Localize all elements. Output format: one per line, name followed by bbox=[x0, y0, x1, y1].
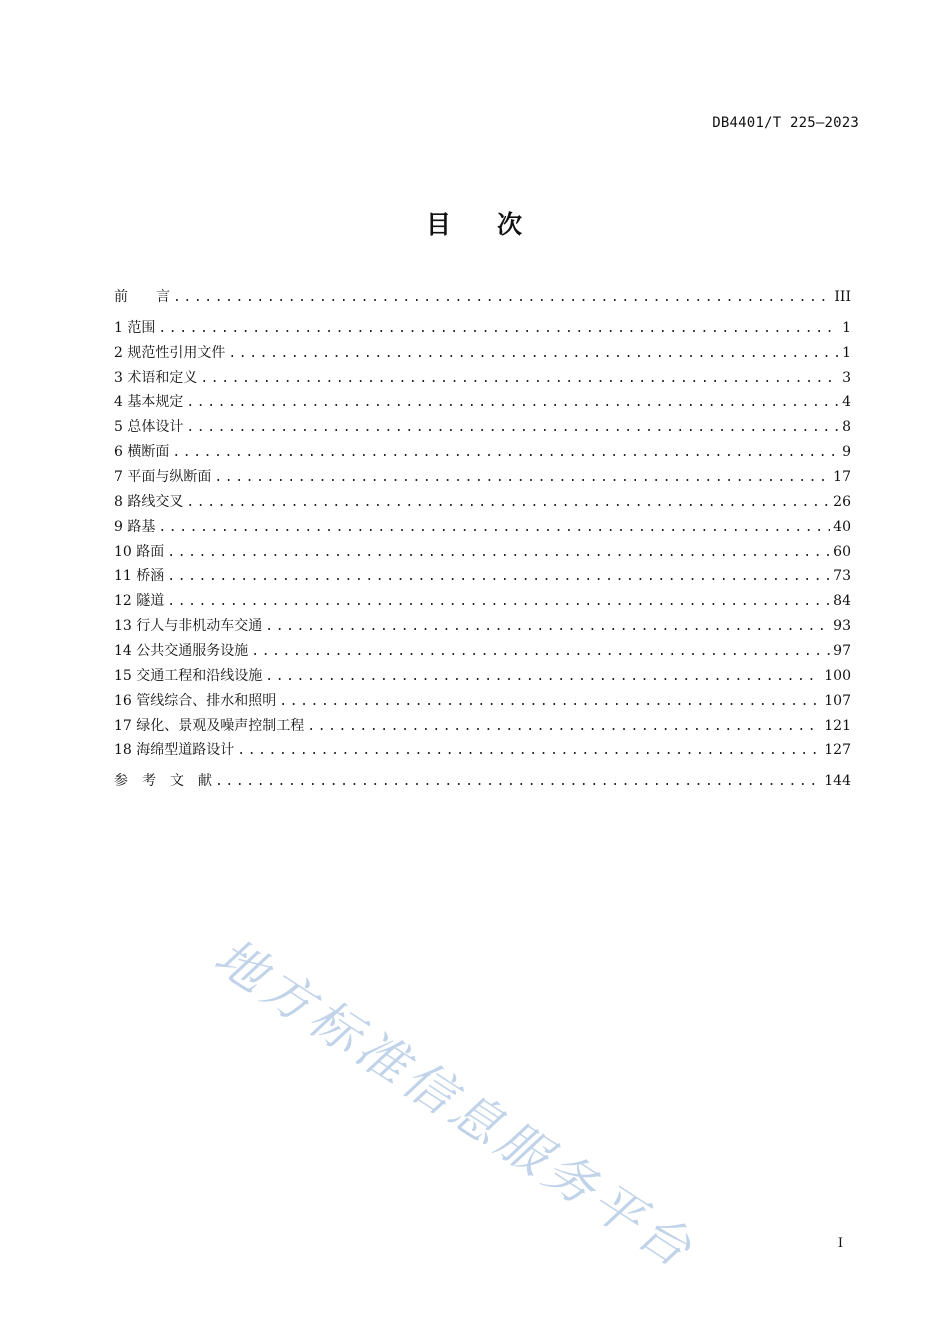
toc-entry-page: 3 bbox=[842, 369, 851, 386]
toc-entry-label: 6 横断面 bbox=[114, 444, 170, 461]
table-of-contents bbox=[114, 285, 851, 794]
toc-entry-page: 127 bbox=[824, 742, 851, 759]
toc-entry-page: 60 bbox=[833, 543, 851, 560]
toc-entry-page: 100 bbox=[824, 667, 851, 684]
toc-entry-page: 97 bbox=[833, 643, 851, 660]
toc-entry-page: 4 bbox=[842, 394, 851, 411]
dot-leader bbox=[200, 367, 839, 392]
dot-leader bbox=[186, 491, 830, 516]
dot-leader bbox=[158, 516, 830, 541]
toc-entry-page: 26 bbox=[833, 493, 851, 510]
toc-entry[interactable] bbox=[114, 465, 851, 490]
toc-entry[interactable] bbox=[114, 614, 851, 639]
toc-entry-label: 15 交通工程和沿线设施 bbox=[114, 667, 263, 684]
toc-entry[interactable] bbox=[114, 415, 851, 440]
toc-entry[interactable] bbox=[114, 714, 851, 739]
toc-entry[interactable] bbox=[114, 589, 851, 614]
toc-entry[interactable] bbox=[114, 490, 851, 515]
toc-entry-page: 107 bbox=[824, 692, 851, 709]
toc-entry-label: 16 管线综合、排水和照明 bbox=[114, 692, 277, 709]
dot-leader bbox=[158, 317, 839, 342]
dot-leader bbox=[237, 739, 821, 764]
toc-entry-label: 18 海绵型道路设计 bbox=[114, 742, 235, 759]
toc-entry-label: 14 公共交通服务设施 bbox=[114, 643, 249, 660]
toc-entry-page: 84 bbox=[833, 593, 851, 610]
document-code: DB4401/T 225—2023 bbox=[712, 115, 859, 131]
dot-leader bbox=[167, 541, 830, 566]
toc-entry-page: 9 bbox=[842, 444, 851, 461]
toc-entry-page: 144 bbox=[824, 773, 851, 790]
toc-entry[interactable] bbox=[114, 440, 851, 465]
toc-entry-page: 8 bbox=[842, 419, 851, 436]
toc-entry-label: 9 路基 bbox=[114, 518, 156, 535]
title-char-2: 次 bbox=[497, 210, 525, 239]
toc-entry-label: 10 路面 bbox=[114, 543, 165, 560]
dot-leader bbox=[265, 615, 830, 640]
toc-entry[interactable] bbox=[114, 738, 851, 763]
toc-entry-page: 93 bbox=[833, 618, 851, 635]
toc-entry[interactable] bbox=[114, 540, 851, 565]
dot-leader bbox=[214, 466, 830, 491]
toc-entry-label: 8 路线交叉 bbox=[114, 493, 184, 510]
toc-entry-label: 11 桥涵 bbox=[114, 568, 165, 585]
dot-leader bbox=[167, 565, 830, 590]
dot-leader bbox=[167, 590, 830, 615]
toc-entry-label: 前 言 bbox=[114, 289, 170, 305]
toc-entry[interactable] bbox=[114, 564, 851, 589]
toc-entry[interactable] bbox=[114, 639, 851, 664]
dot-leader bbox=[215, 770, 821, 795]
dot-leader bbox=[279, 690, 821, 715]
toc-entry-page: 121 bbox=[824, 717, 851, 734]
toc-entry[interactable] bbox=[114, 341, 851, 366]
toc-entry-page: 1 bbox=[842, 344, 851, 361]
dot-leader bbox=[228, 342, 839, 367]
dot-leader bbox=[265, 665, 821, 690]
toc-entry-page: 17 bbox=[833, 469, 851, 486]
toc-entry[interactable] bbox=[114, 515, 851, 540]
toc-entry-page: 73 bbox=[833, 568, 851, 585]
toc-entry-label: 5 总体设计 bbox=[114, 419, 184, 436]
page-title bbox=[0, 205, 950, 241]
toc-entry-label: 2 规范性引用文件 bbox=[114, 344, 226, 361]
toc-entry-label: 1 范围 bbox=[114, 319, 156, 336]
toc-entry-page: 40 bbox=[833, 518, 851, 535]
toc-entry[interactable] bbox=[114, 390, 851, 415]
dot-leader bbox=[307, 715, 821, 740]
toc-entry-label: 13 行人与非机动车交通 bbox=[114, 618, 263, 635]
dot-leader bbox=[251, 640, 830, 665]
toc-entry-label: 17 绿化、景观及噪声控制工程 bbox=[114, 717, 305, 734]
dot-leader bbox=[186, 416, 839, 441]
toc-entry-references[interactable] bbox=[114, 769, 851, 794]
toc-entry[interactable] bbox=[114, 689, 851, 714]
toc-entry-page: III bbox=[834, 289, 851, 305]
title-char-1: 目 bbox=[425, 210, 453, 239]
toc-entry[interactable] bbox=[114, 366, 851, 391]
toc-entry-label: 3 术语和定义 bbox=[114, 369, 198, 386]
toc-entry-label: 12 隧道 bbox=[114, 593, 165, 610]
toc-entry-foreword[interactable] bbox=[114, 285, 851, 310]
toc-entry-label: 4 基本规定 bbox=[114, 394, 184, 411]
dot-leader bbox=[186, 391, 839, 416]
toc-entry-label: 7 平面与纵断面 bbox=[114, 469, 212, 486]
toc-entry[interactable] bbox=[114, 316, 851, 341]
toc-entry[interactable] bbox=[114, 664, 851, 689]
dot-leader bbox=[173, 286, 831, 311]
dot-leader bbox=[172, 441, 839, 466]
footer-page-number: I bbox=[837, 1236, 843, 1251]
toc-entry-page: 1 bbox=[842, 319, 851, 336]
toc-entry-label: 参 考 文 献 bbox=[114, 773, 212, 790]
watermark: 地方标准信息服务平台 bbox=[204, 927, 706, 1281]
